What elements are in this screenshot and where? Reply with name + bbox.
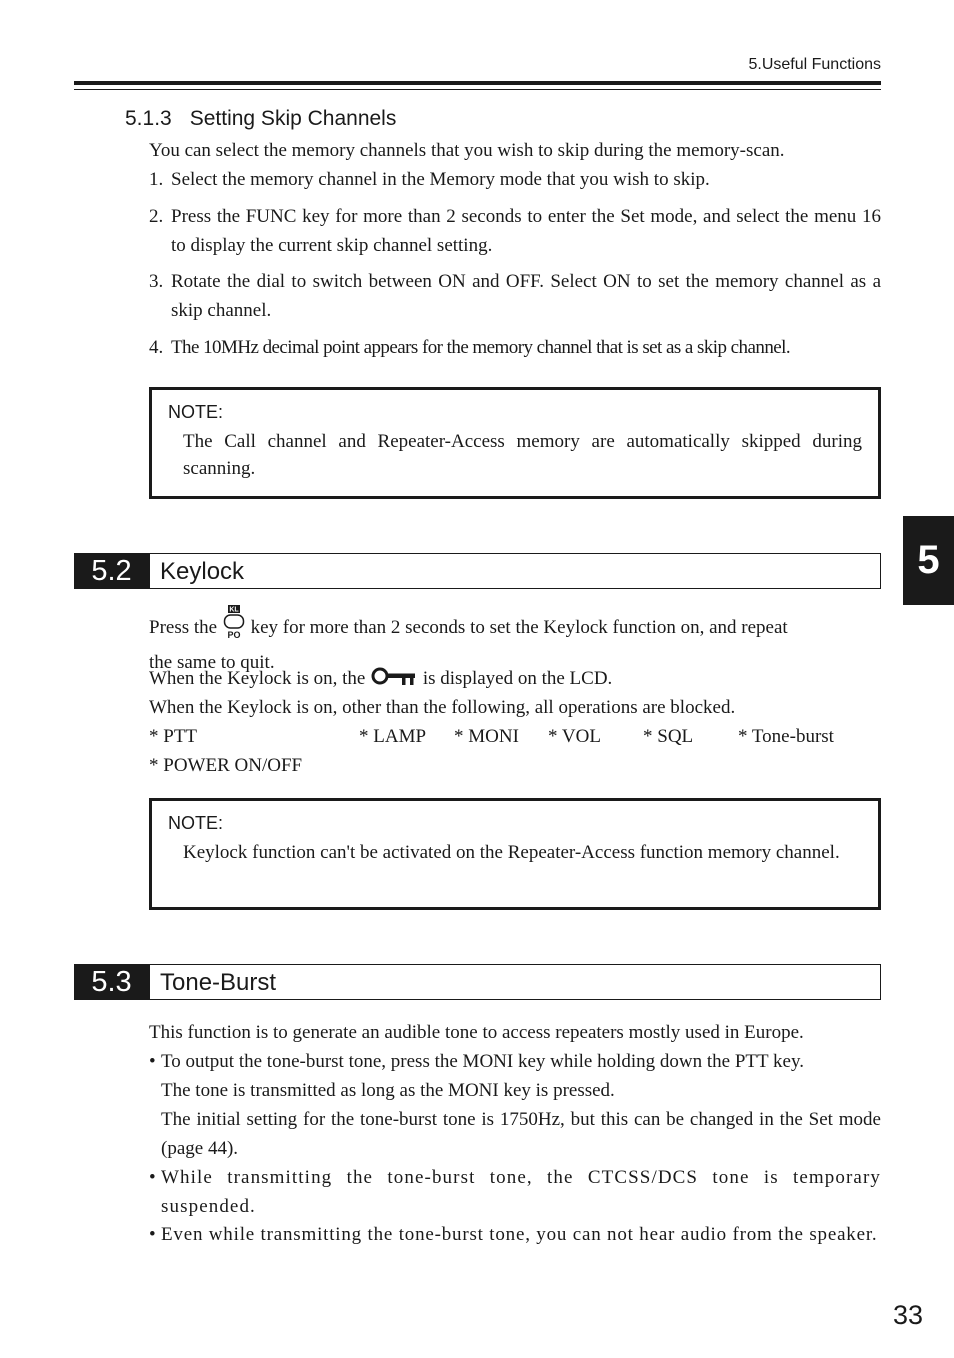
subsection-number: 5.1.3 xyxy=(125,107,172,130)
bullet-text: While transmitting the tone-burst tone, the CTCSS/DCS tone is temporary suspended. xyxy=(161,1167,881,1217)
exception-power: * POWER ON/OFF xyxy=(149,755,303,776)
note-label: NOTE: xyxy=(168,813,224,833)
exception-moni: * MONI xyxy=(454,726,519,747)
step-text: Rotate the dial to switch between ON and OFF. Select ON to set the memory channel as a skip channel. xyxy=(171,271,881,321)
svg-text:KL: KL xyxy=(229,606,239,614)
note-text: Keylock function can't be activated on the Repeater-Access function memory channel. xyxy=(183,842,840,863)
section-title-bar xyxy=(149,553,881,589)
exception-lamp: * LAMP xyxy=(359,726,427,747)
section-title: Keylock xyxy=(160,558,245,585)
exception-ptt: * PTT xyxy=(149,726,198,747)
step-number: 1. xyxy=(149,169,164,190)
step-3 xyxy=(149,267,881,325)
skip-intro: You can select the memory channels that you wish to skip during the memory-scan. xyxy=(149,140,785,161)
press-text-cont: the same to quit. xyxy=(149,652,275,673)
section-heading-5-3 xyxy=(74,964,881,1000)
bullet-marker: • xyxy=(149,1167,156,1188)
step-4 xyxy=(149,333,881,362)
bullet-line: The tone is transmitted as long as the MONI key is pressed. xyxy=(161,1080,615,1101)
exception-vol: * VOL xyxy=(548,726,601,747)
lcd-text-pre: When the Keylock is on, the xyxy=(149,668,366,689)
step-number: 3. xyxy=(149,271,164,292)
page-number: 33 xyxy=(892,1300,923,1330)
exception-sql: * SQL xyxy=(643,726,694,747)
step-2 xyxy=(149,202,881,260)
bullet-3 xyxy=(149,1220,881,1249)
section-title-bar xyxy=(149,964,881,1000)
subsection-title: Setting Skip Channels xyxy=(189,107,397,130)
lcd-text-post: is displayed on the LCD. xyxy=(422,668,613,689)
note-label: NOTE: xyxy=(168,402,224,422)
keylock-lcd-icon xyxy=(371,667,417,696)
note-text: The Call channel and Repeater-Access memory are automatically skipped during scanning. xyxy=(183,431,862,479)
keylock-blocked-text: When the Keylock is on, other than the following, all operations are blocked. xyxy=(149,697,736,718)
step-text: Press the FUNC key for more than 2 seconds to enter the Set mode, and select the menu 16 to display the current skip channel setting. xyxy=(171,206,881,256)
step-number: 4. xyxy=(149,337,164,358)
bullet-text: Even while transmitting the tone-burst tone, you can not hear audio from the speaker. xyxy=(161,1224,878,1245)
exception-tone-burst: * Tone-burst xyxy=(738,726,834,747)
header-rule-thick xyxy=(74,81,881,85)
step-number: 2. xyxy=(149,206,164,227)
keylock-lcd-line xyxy=(149,664,612,696)
press-text-pre: Press the xyxy=(149,617,218,638)
section-number: 5.3 xyxy=(74,964,149,1000)
bullet-line: The initial setting for the tone-burst tone is 1750Hz, but this can be changed in the Set mode (page 44). xyxy=(161,1109,881,1159)
section-number: 5.2 xyxy=(74,553,149,589)
bullet-1 xyxy=(149,1047,881,1163)
bullet-line: To output the tone-burst tone, press the MONI key while holding down the PTT key. xyxy=(161,1051,804,1072)
chapter-tab: 5 xyxy=(903,516,954,605)
section-title: Tone-Burst xyxy=(160,969,277,996)
bullet-marker: • xyxy=(149,1051,156,1072)
step-text: The 10MHz decimal point appears for the memory channel that is set as a skip channel. xyxy=(171,337,791,358)
step-1 xyxy=(149,165,881,194)
svg-text:PO: PO xyxy=(227,630,241,639)
running-header: 5.Useful Functions xyxy=(748,56,881,73)
kl-po-key-icon xyxy=(223,605,245,648)
note-box-keylock xyxy=(149,798,881,910)
bullet-marker: • xyxy=(149,1224,156,1245)
press-text-post: key for more than 2 seconds to set the Keylock function on, and repeat xyxy=(250,617,788,638)
subsection-heading-5-1-3 xyxy=(125,107,396,131)
header-rule-thin xyxy=(74,89,881,90)
step-text: Select the memory channel in the Memory mode that you wish to skip. xyxy=(171,169,710,190)
note-box-skip xyxy=(149,387,881,499)
tone-burst-intro: This function is to generate an audible tone to access repeaters mostly used in Europe. xyxy=(149,1022,804,1043)
section-heading-5-2 xyxy=(74,553,881,589)
bullet-2 xyxy=(149,1163,881,1221)
